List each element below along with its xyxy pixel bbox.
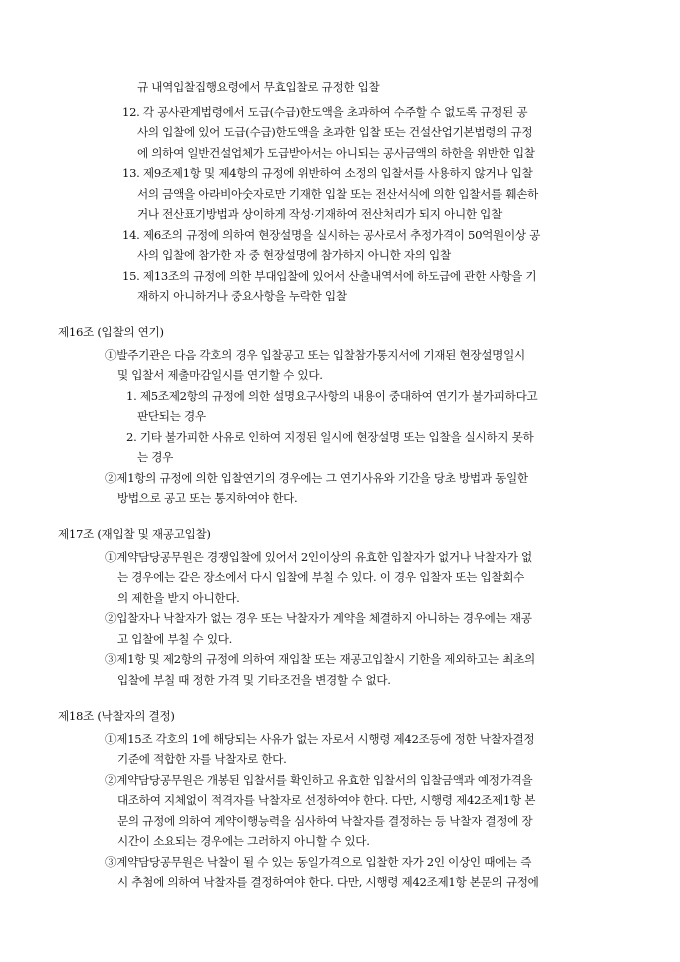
article-18-paragraph-3: ③계약담당공무원은 낙찰이 될 수 있는 동일가격으로 입찰한 자가 2인 이상인 때에는 즉 bbox=[105, 855, 532, 869]
article-17-title: 제17조 (재입찰 및 재공고입찰) bbox=[58, 527, 211, 541]
article-16-paragraph-2-line-2: 방법으로 공고 또는 통지하여야 한다. bbox=[117, 491, 298, 505]
article-16-item-2-line-2: 는 경우 bbox=[137, 450, 174, 464]
list-item-13-line-3: 거나 전산표기방법과 상이하게 작성·기재하여 전산처리가 되지 아니한 입찰 bbox=[137, 207, 502, 221]
article-18-paragraph-1-line-2: 기준에 적합한 자를 낙찰자로 한다. bbox=[117, 752, 287, 766]
article-16-item-1: 1. 제5조제2항의 규정에 의한 설명요구사항의 내용이 중대하여 연기가 불가피하다고 bbox=[126, 389, 538, 403]
list-item-15: 15. 제13조의 규정에 의한 부대입찰에 있어서 산출내역서에 하도급에 관한 사항을 기 bbox=[122, 269, 537, 283]
article-16-item-2: 2. 기타 불가피한 사유로 인하여 지정된 일시에 현장설명 또는 입찰을 실시하지 못하 bbox=[126, 430, 534, 444]
article-18-paragraph-2: ②계약담당공무원은 개봉된 입찰서를 확인하고 유효한 입찰서의 입찰금액과 예정가격을 bbox=[105, 773, 533, 787]
article-18-paragraph-2-line-2: 대조하여 지체없이 적격자를 낙찰자로 선정하여야 한다. 다만, 시행령 제42조제1항 본 bbox=[117, 793, 536, 807]
article-18-paragraph-3-line-2: 시 추첨에 의하여 낙찰자를 결정하여야 한다. 다만, 시행령 제42조제1항 본문의 규정에 bbox=[117, 875, 539, 889]
article-18-paragraph-2-line-4: 시간이 소요되는 경우에는 그러하지 아니할 수 있다. bbox=[117, 834, 370, 848]
article-17-paragraph-1-line-3: 의 제한을 받지 아니한다. bbox=[117, 591, 240, 605]
list-item-12: 12. 각 공사관계법령에서 도급(수급)한도액을 초과하여 수주할 수 없도록 규정된 공 bbox=[122, 105, 528, 119]
article-18-paragraph-2-line-3: 문의 규정에 의하여 계약이행능력을 심사하여 낙찰자를 결정하는 등 낙찰자 결정에 장 bbox=[117, 814, 533, 828]
article-18-paragraph-1: ①제15조 각호의 1에 해당되는 사유가 없는 자로서 시행령 제42조등에 정한 낙찰자결정 bbox=[105, 732, 535, 746]
article-17-paragraph-3-line-2: 입찰에 부칠 때 정한 가격 및 기타조건을 변경할 수 없다. bbox=[117, 673, 391, 687]
article-16-paragraph-1-line-2: 및 입찰서 제출마감일시를 연기할 수 있다. bbox=[117, 368, 323, 382]
article-17-paragraph-2-line-2: 고 입찰에 부칠 수 있다. bbox=[117, 632, 233, 646]
list-item-14-line-2: 사의 입찰에 참가한 자 중 현장설명에 참가하지 아니한 자의 입찰 bbox=[137, 248, 451, 262]
list-item-13-line-2: 서의 금액을 아라비아숫자로만 기재한 입찰 또는 전산서식에 의한 입찰서를 훼손하 bbox=[137, 187, 539, 201]
article-17-paragraph-1-line-2: 는 경우에는 같은 장소에서 다시 입찰에 부칠 수 있다. 이 경우 입찰자 또는 입찰회수 bbox=[117, 570, 525, 584]
list-item-12-line-3: 에 의하여 일반건설업체가 도급받아서는 아니되는 공사금액의 하한을 위반한 입찰 bbox=[137, 146, 535, 160]
article-17-paragraph-3: ③제1항 및 제2항의 규정에 의하여 재입찰 또는 재공고입찰시 기한을 제외하고는 최초의 bbox=[105, 652, 535, 666]
list-item-13: 13. 제9조제1항 및 제4항의 규정에 위반하여 소정의 입찰서를 사용하지 않거나 입찰 bbox=[122, 166, 533, 180]
article-16-item-1-line-2: 판단되는 경우 bbox=[137, 409, 206, 423]
list-item-11-continuation: 규 내역입찰집행요령에서 무효입찰로 규정한 입찰 bbox=[137, 80, 380, 94]
list-item-14: 14. 제6조의 규정에 의하여 현장설명을 실시하는 공사로서 추정가격이 50억원이상 공 bbox=[122, 228, 541, 242]
article-17-paragraph-1: ①계약담당공무원은 경쟁입찰에 있어서 2인이상의 유효한 입찰자가 없거나 낙찰자가 없 bbox=[105, 550, 532, 564]
article-18-title: 제18조 (낙찰자의 결정) bbox=[58, 709, 175, 723]
list-item-15-line-2: 재하지 아니하거나 중요사항을 누락한 입찰 bbox=[137, 289, 347, 303]
article-17-paragraph-2: ②입찰자나 낙찰자가 없는 경우 또는 낙찰자가 계약을 체결하지 아니하는 경우에는 재공 bbox=[105, 611, 532, 625]
article-16-paragraph-2: ②제1항의 규정에 의한 입찰연기의 경우에는 그 연기사유와 기간을 당초 방법과 동일한 bbox=[105, 471, 528, 485]
article-16-title: 제16조 (입찰의 연기) bbox=[58, 325, 164, 339]
article-16-paragraph-1: ①발주기관은 다음 각호의 경우 입찰공고 또는 입찰참가통지서에 기재된 현장설명일시 bbox=[105, 348, 525, 362]
list-item-12-line-2: 사의 입찰에 있어 도급(수급)한도액을 초과한 입찰 또는 건설산업기본법령의 규정 bbox=[137, 125, 533, 139]
